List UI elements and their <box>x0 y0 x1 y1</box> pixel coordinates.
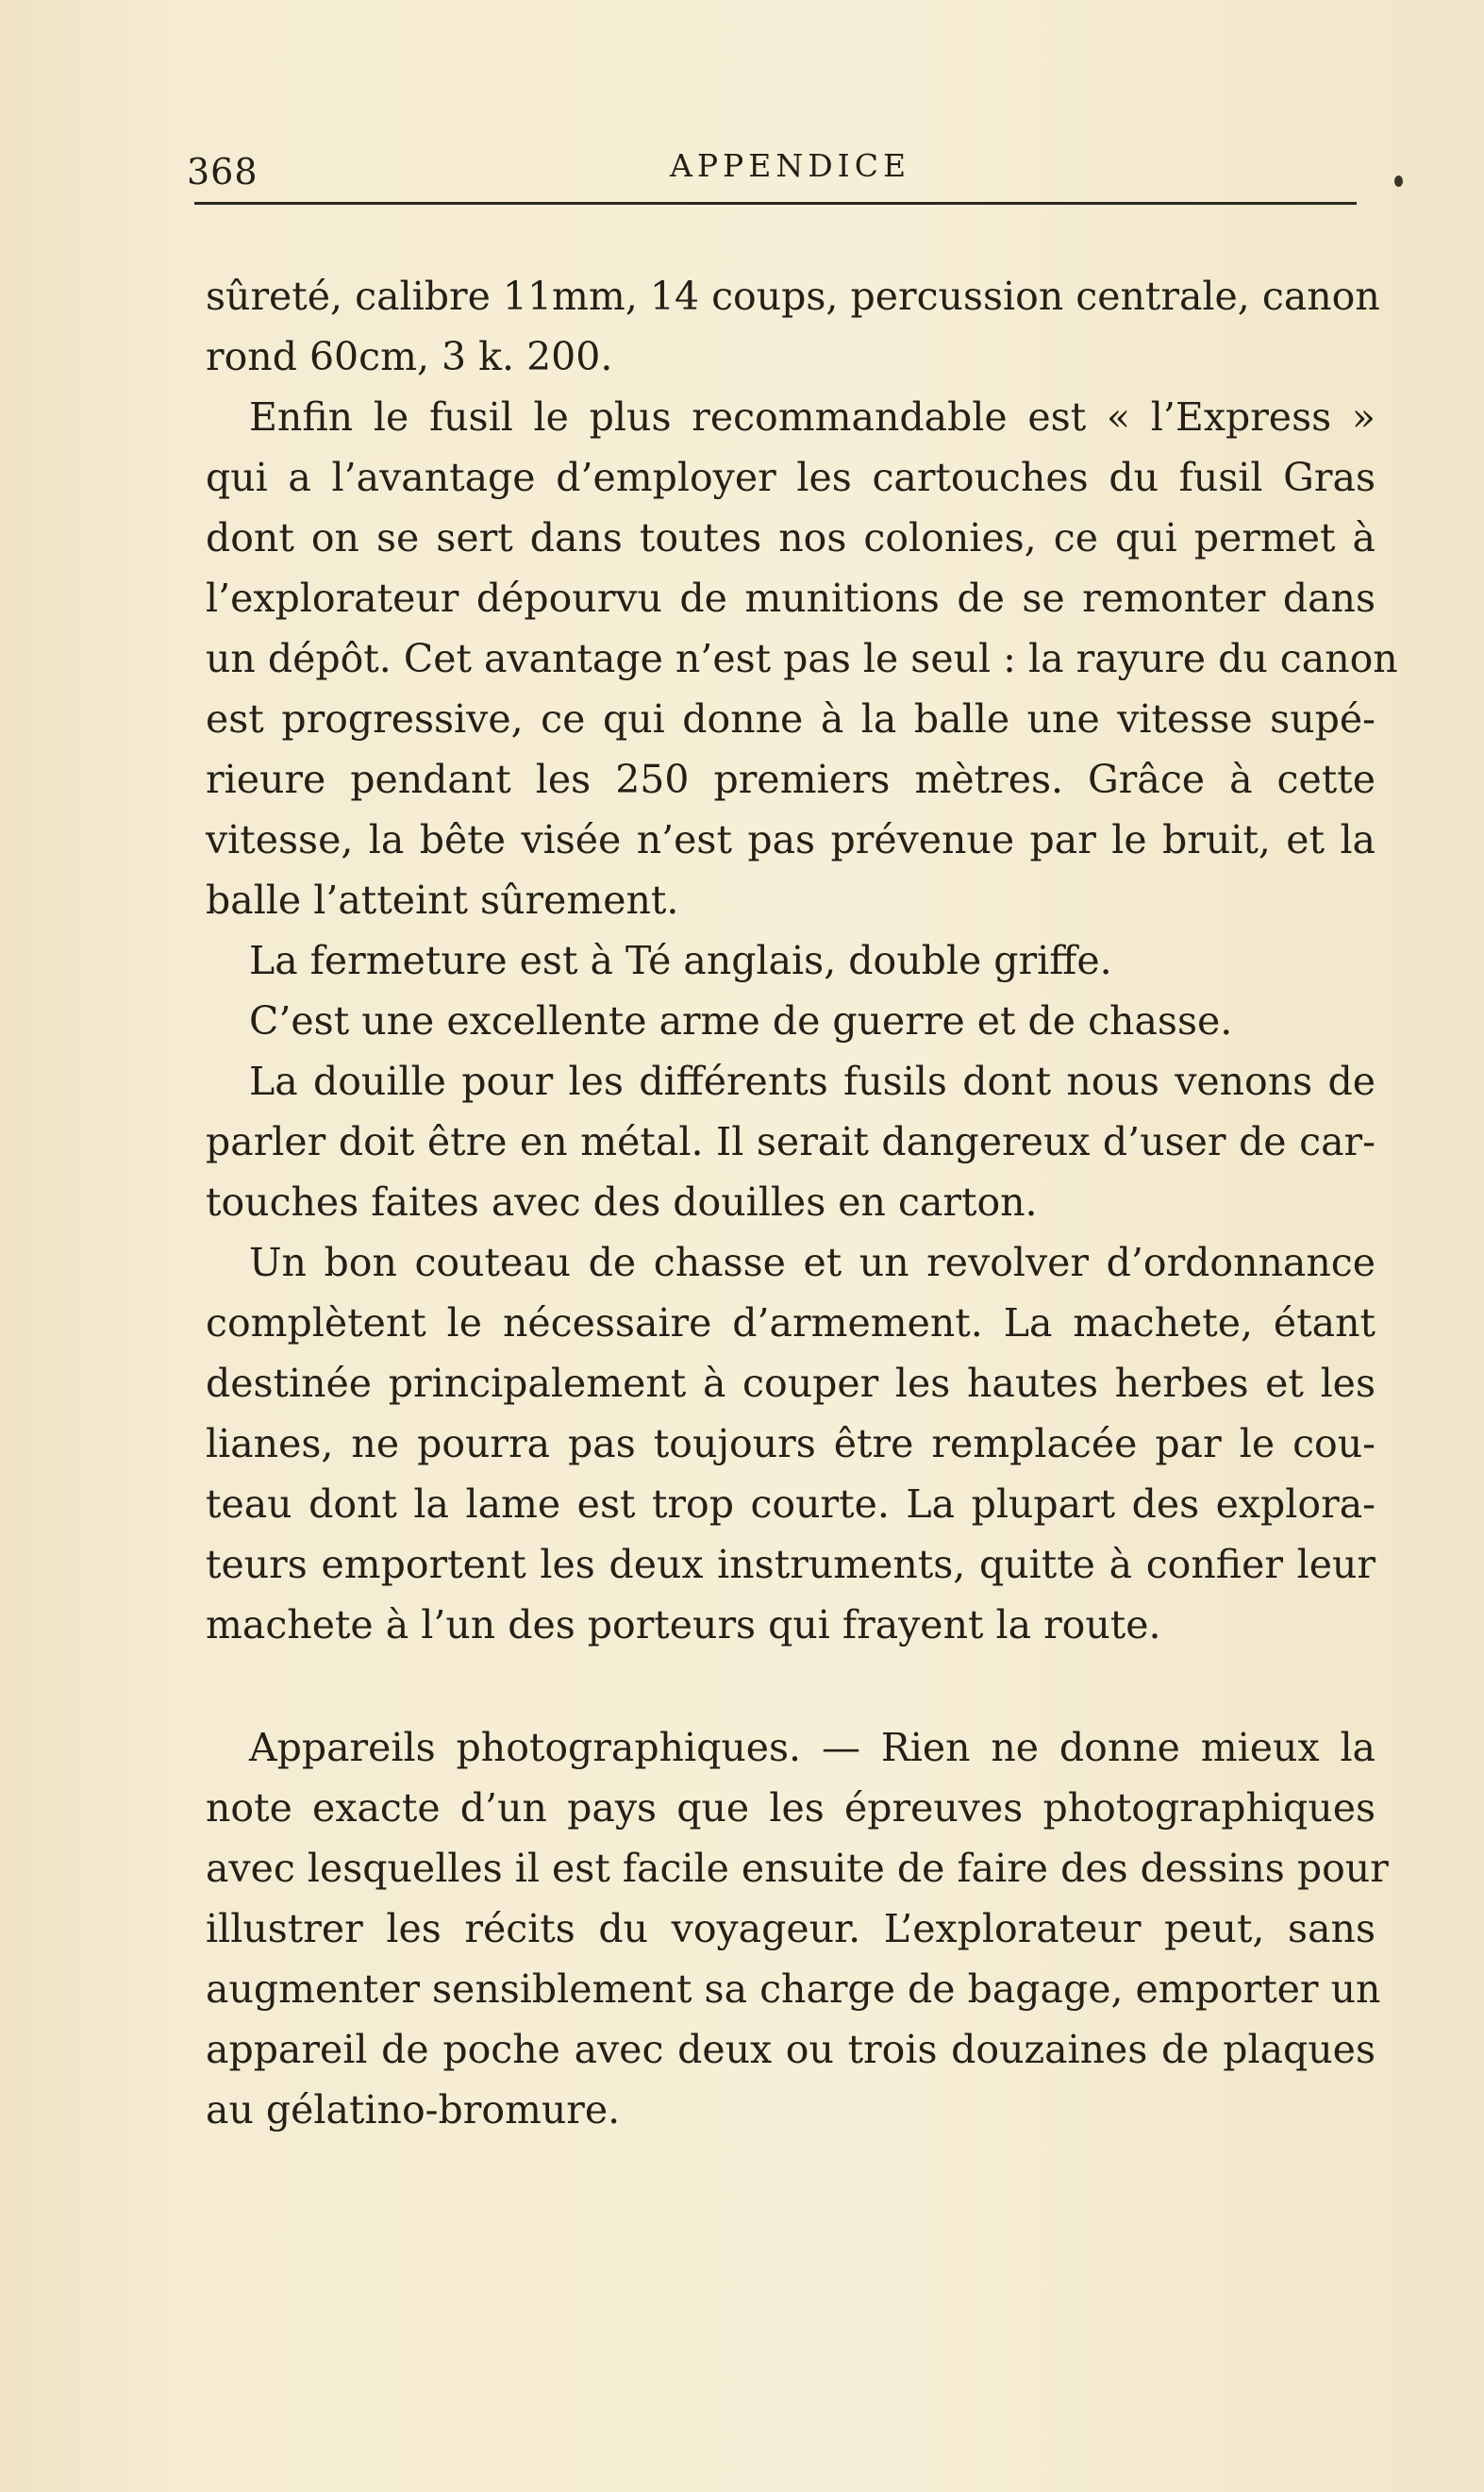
text-line: C’est une excellente arme de guerre et de chasse. <box>249 998 1233 1044</box>
text-line: avec lesquelles il est facile ensuite de faire des dessins pour <box>206 1846 1389 1891</box>
text-line: Un bon couteau de chasse et un revolver d’ordonnance <box>249 1240 1376 1285</box>
text-line: complètent le nécessaire d’armement. La machete, étant <box>206 1300 1376 1346</box>
text-line: augmenter sensiblement sa charge de bagage, emporter un <box>206 1966 1381 2012</box>
text-line: au gélatino-bromure. <box>206 2087 621 2132</box>
text-line: machete à l’un des porteurs qui frayent la route. <box>206 1602 1161 1647</box>
text-line: rieure pendant les 250 premiers mètres. Grâce à cette <box>206 757 1376 802</box>
text-line: qui a l’avantage d’employer les cartouches du fusil Gras <box>206 455 1376 500</box>
text-line: teurs emportent les deux instruments, quitte à confier leur <box>206 1542 1376 1587</box>
paragraph-gap <box>206 1655 1376 1717</box>
text-line: appareil de poche avec deux ou trois douzaines de plaques <box>206 2027 1376 2072</box>
text-line: rond 60cm, 3 k. 200. <box>206 334 613 379</box>
text-line: sûreté, calibre 11mm, 14 coups, percussion centrale, canon <box>206 274 1380 319</box>
page-header <box>187 142 1357 198</box>
header-rule <box>194 202 1357 205</box>
running-head: APPENDICE <box>670 147 911 184</box>
text-line: Appareils photographiques. — Rien ne donne mieux la <box>249 1725 1376 1770</box>
text-line: destinée principalement à couper les hautes herbes et les <box>206 1361 1376 1406</box>
text-line: teau dont la lame est trop courte. La plupart des explora- <box>206 1481 1376 1527</box>
page-number: 368 <box>187 151 258 192</box>
text-line: illustrer les récits du voyageur. L’explorateur peut, sans <box>206 1906 1376 1951</box>
text-line: touches faites avec des douilles en carton. <box>206 1179 1038 1225</box>
text-line: La douille pour les différents fusils dont nous venons de <box>249 1059 1376 1104</box>
text-line: un dépôt. Cet avantage n’est pas le seul : la rayure du canon <box>206 636 1398 681</box>
text-line: vitesse, la bête visée n’est pas prévenue par le bruit, et la <box>206 817 1376 862</box>
text-line: l’explorateur dépourvu de munitions de se remonter dans <box>206 576 1376 621</box>
text-line: est progressive, ce qui donne à la balle une vitesse supé- <box>206 696 1376 742</box>
text-line: Enfin le fusil le plus recommandable est « l’Express » <box>249 394 1376 440</box>
text-line: lianes, ne pourra pas toujours être remplacée par le cou- <box>206 1421 1376 1466</box>
body-text <box>206 266 1398 2140</box>
text-line: La fermeture est à Té anglais, double griffe. <box>249 938 1112 983</box>
text-line: dont on se sert dans toutes nos colonies, ce qui permet à <box>206 515 1376 560</box>
text-line: parler doit être en métal. Il serait dangereux d’user de car- <box>206 1119 1376 1164</box>
text-line: balle l’atteint sûrement. <box>206 878 679 923</box>
ink-dot <box>1394 176 1403 187</box>
text-line: note exacte d’un pays que les épreuves photographiques <box>206 1785 1376 1831</box>
